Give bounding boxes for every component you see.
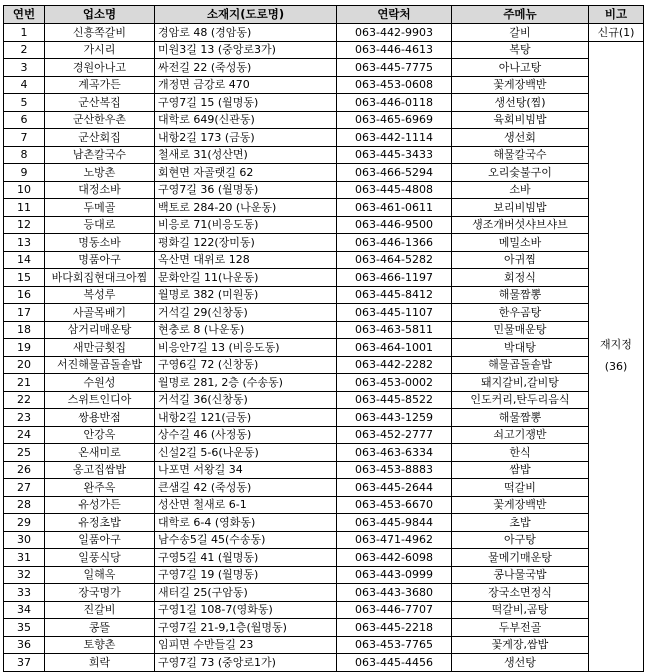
address: 내항2길 173 (금동)	[155, 129, 337, 147]
main-menu: 메밀소바	[452, 234, 589, 252]
table-row	[4, 216, 644, 234]
address: 비응안7길 13 (비응도동)	[155, 339, 337, 357]
row-number: 36	[4, 636, 45, 654]
main-menu: 물메기매운탕	[452, 549, 589, 567]
address: 구영6길 72 (신창동)	[155, 356, 337, 374]
business-name: 토향촌	[45, 636, 155, 654]
address: 회현면 자골랫길 62	[155, 164, 337, 182]
main-menu: 한식	[452, 444, 589, 462]
restaurant-table	[3, 5, 644, 672]
table-row	[4, 514, 644, 532]
address: 구영7길 36 (월명동)	[155, 181, 337, 199]
phone: 063-465-6969	[337, 111, 452, 129]
main-menu: 한우곰탕	[452, 304, 589, 322]
phone: 063-445-1107	[337, 304, 452, 322]
main-menu: 꽃게장백반	[452, 496, 589, 514]
row-number: 19	[4, 339, 45, 357]
main-menu: 장국소면정식	[452, 584, 589, 602]
row-number: 5	[4, 94, 45, 112]
address: 내항2길 121(금동)	[155, 409, 337, 427]
table-row	[4, 461, 644, 479]
phone: 063-464-1001	[337, 339, 452, 357]
address: 구영7길 73 (중앙로1가)	[155, 654, 337, 672]
main-menu: 해물짬뽕	[452, 286, 589, 304]
row-number: 1	[4, 24, 45, 42]
business-name: 장국명가	[45, 584, 155, 602]
table-row	[4, 619, 644, 637]
row-number: 33	[4, 584, 45, 602]
phone: 063-445-4456	[337, 654, 452, 672]
main-menu: 생조개버섯샤브샤브	[452, 216, 589, 234]
business-name: 계곡가든	[45, 76, 155, 94]
business-name: 군산회집	[45, 129, 155, 147]
address: 평화길 122(장미동)	[155, 234, 337, 252]
address: 대학로 6-4 (영화동)	[155, 514, 337, 532]
address: 구영5길 41 (월명동)	[155, 549, 337, 567]
phone: 063-453-6670	[337, 496, 452, 514]
business-name: 유성가든	[45, 496, 155, 514]
business-name: 일풍식당	[45, 549, 155, 567]
row-number: 3	[4, 59, 45, 77]
table-row	[4, 409, 644, 427]
table-row	[4, 444, 644, 462]
business-name: 진갈비	[45, 601, 155, 619]
address: 구영1길 108-7(영화동)	[155, 601, 337, 619]
header-phone: 연락처	[337, 6, 452, 24]
row-number: 7	[4, 129, 45, 147]
phone: 063-453-7765	[337, 636, 452, 654]
main-menu: 꽃게장,쌈밥	[452, 636, 589, 654]
main-menu: 생선탕	[452, 654, 589, 672]
address: 구영7길 21-9,1층(월명동)	[155, 619, 337, 637]
address: 임피면 수반들길 23	[155, 636, 337, 654]
header-address: 소재지(도로명)	[155, 6, 337, 24]
header-remarks: 비고	[589, 6, 644, 24]
address: 백토로 284-20 (나운동)	[155, 199, 337, 217]
table-row	[4, 496, 644, 514]
row-number: 13	[4, 234, 45, 252]
main-menu: 복탕	[452, 41, 589, 59]
address: 문화안길 11(나운동)	[155, 269, 337, 287]
row-number: 16	[4, 286, 45, 304]
business-name: 완주옥	[45, 479, 155, 497]
business-name: 온새미로	[45, 444, 155, 462]
row-number: 18	[4, 321, 45, 339]
address: 월명로 281, 2층 (수송동)	[155, 374, 337, 392]
table-row	[4, 129, 644, 147]
phone: 063-453-0608	[337, 76, 452, 94]
phone: 063-466-5294	[337, 164, 452, 182]
address: 개정면 금강로 470	[155, 76, 337, 94]
business-name: 대정소바	[45, 181, 155, 199]
business-name: 삼거리매운탕	[45, 321, 155, 339]
row-number: 24	[4, 426, 45, 444]
row-number: 23	[4, 409, 45, 427]
row-number: 20	[4, 356, 45, 374]
row-number: 9	[4, 164, 45, 182]
business-name: 등대로	[45, 216, 155, 234]
address: 나포면 서왕길 34	[155, 461, 337, 479]
remark-redesignated	[589, 41, 644, 671]
remark-redesignated-count: (36)	[604, 360, 628, 373]
main-menu: 꽃게장백반	[452, 76, 589, 94]
table-row	[4, 199, 644, 217]
row-number: 31	[4, 549, 45, 567]
restaurant-table-container	[3, 5, 644, 672]
table-header-row	[4, 6, 644, 24]
row-number: 27	[4, 479, 45, 497]
main-menu: 생선탕(찜)	[452, 94, 589, 112]
row-number: 12	[4, 216, 45, 234]
table-row	[4, 374, 644, 392]
phone: 063-463-6334	[337, 444, 452, 462]
business-name: 남촌칼국수	[45, 146, 155, 164]
main-menu: 해물짬뽕	[452, 409, 589, 427]
main-menu: 민물매운탕	[452, 321, 589, 339]
table-row	[4, 339, 644, 357]
phone: 063-466-1197	[337, 269, 452, 287]
phone: 063-442-1114	[337, 129, 452, 147]
business-name: 사골목배기	[45, 304, 155, 322]
main-menu: 두부전골	[452, 619, 589, 637]
table-row	[4, 24, 644, 42]
table-body	[4, 24, 644, 672]
phone: 063-442-6098	[337, 549, 452, 567]
address: 현충로 8 (나운동)	[155, 321, 337, 339]
phone: 063-442-9903	[337, 24, 452, 42]
main-menu: 돼지갈비,갈비탕	[452, 374, 589, 392]
remark-new: 신규(1)	[589, 24, 644, 42]
phone: 063-445-2644	[337, 479, 452, 497]
table-row	[4, 251, 644, 269]
business-name: 가시리	[45, 41, 155, 59]
business-name: 쌍용반점	[45, 409, 155, 427]
main-menu: 아구탕	[452, 531, 589, 549]
main-menu: 초밥	[452, 514, 589, 532]
row-number: 26	[4, 461, 45, 479]
business-name: 서진해물곱돌솥밥	[45, 356, 155, 374]
row-number: 10	[4, 181, 45, 199]
row-number: 21	[4, 374, 45, 392]
phone: 063-443-0999	[337, 566, 452, 584]
business-name: 안강옥	[45, 426, 155, 444]
table-row	[4, 531, 644, 549]
table-row	[4, 391, 644, 409]
main-menu: 박대탕	[452, 339, 589, 357]
row-number: 30	[4, 531, 45, 549]
phone: 063-461-0611	[337, 199, 452, 217]
main-menu: 오리숯불구이	[452, 164, 589, 182]
phone: 063-446-7707	[337, 601, 452, 619]
main-menu: 쇠고기쟁반	[452, 426, 589, 444]
address: 철새로 31(성산면)	[155, 146, 337, 164]
table-row	[4, 269, 644, 287]
business-name: 일품아구	[45, 531, 155, 549]
row-number: 15	[4, 269, 45, 287]
business-name: 콩뜰	[45, 619, 155, 637]
phone: 063-464-5282	[337, 251, 452, 269]
phone: 063-446-1366	[337, 234, 452, 252]
row-number: 14	[4, 251, 45, 269]
main-menu: 보리비빔밥	[452, 199, 589, 217]
table-row	[4, 356, 644, 374]
address: 미원3길 13 (중앙로3가)	[155, 41, 337, 59]
main-menu: 생선회	[452, 129, 589, 147]
phone: 063-443-3680	[337, 584, 452, 602]
business-name: 노방촌	[45, 164, 155, 182]
address: 구영7길 15 (월명동)	[155, 94, 337, 112]
business-name: 명동소바	[45, 234, 155, 252]
table-row	[4, 59, 644, 77]
phone: 063-445-2218	[337, 619, 452, 637]
address: 대학로 649(신관동)	[155, 111, 337, 129]
row-number: 8	[4, 146, 45, 164]
table-row	[4, 94, 644, 112]
main-menu: 떡갈비	[452, 479, 589, 497]
table-row	[4, 426, 644, 444]
row-number: 11	[4, 199, 45, 217]
remark-redesignated-label: 재지정	[600, 338, 632, 351]
phone: 063-446-0118	[337, 94, 452, 112]
row-number: 32	[4, 566, 45, 584]
table-row	[4, 76, 644, 94]
main-menu: 쌈밥	[452, 461, 589, 479]
phone: 063-445-7775	[337, 59, 452, 77]
address: 새터길 25(구암동)	[155, 584, 337, 602]
row-number: 25	[4, 444, 45, 462]
main-menu: 인도커리,탄두리음식	[452, 391, 589, 409]
business-name: 군산복집	[45, 94, 155, 112]
phone: 063-445-4808	[337, 181, 452, 199]
header-number: 연번	[4, 6, 45, 24]
main-menu: 해물곱돌솥밥	[452, 356, 589, 374]
address: 거석길 29(신창동)	[155, 304, 337, 322]
table-row	[4, 181, 644, 199]
table-row	[4, 636, 644, 654]
address: 상수길 46 (사정동)	[155, 426, 337, 444]
row-number: 22	[4, 391, 45, 409]
address: 옥산면 대위로 128	[155, 251, 337, 269]
address: 거석길 36(신창동)	[155, 391, 337, 409]
business-name: 희락	[45, 654, 155, 672]
phone: 063-445-9844	[337, 514, 452, 532]
phone: 063-446-4613	[337, 41, 452, 59]
business-name: 신흥쪽갈비	[45, 24, 155, 42]
phone: 063-453-8883	[337, 461, 452, 479]
business-name: 명품아구	[45, 251, 155, 269]
phone: 063-453-0002	[337, 374, 452, 392]
business-name: 두메골	[45, 199, 155, 217]
business-name: 스위트인디아	[45, 391, 155, 409]
row-number: 28	[4, 496, 45, 514]
phone: 063-446-9500	[337, 216, 452, 234]
business-name: 수원성	[45, 374, 155, 392]
phone: 063-445-3433	[337, 146, 452, 164]
business-name: 일해옥	[45, 566, 155, 584]
main-menu: 해물칼국수	[452, 146, 589, 164]
table-row	[4, 164, 644, 182]
main-menu: 떡갈비,곰탕	[452, 601, 589, 619]
phone: 063-443-1259	[337, 409, 452, 427]
table-row	[4, 146, 644, 164]
address: 남수송5길 45(수송동)	[155, 531, 337, 549]
table-row	[4, 584, 644, 602]
address: 싸전길 22 (죽성동)	[155, 59, 337, 77]
address: 월명로 382 (미원동)	[155, 286, 337, 304]
row-number: 17	[4, 304, 45, 322]
row-number: 37	[4, 654, 45, 672]
table-row	[4, 601, 644, 619]
phone: 063-471-4962	[337, 531, 452, 549]
address: 비응로 71(비응도동)	[155, 216, 337, 234]
main-menu: 아나고탕	[452, 59, 589, 77]
main-menu: 갈비	[452, 24, 589, 42]
address: 신설2길 5-6(나운동)	[155, 444, 337, 462]
table-row	[4, 304, 644, 322]
business-name: 바다회집현대크아찜	[45, 269, 155, 287]
header-business-name: 업소명	[45, 6, 155, 24]
table-row	[4, 321, 644, 339]
table-row	[4, 479, 644, 497]
row-number: 4	[4, 76, 45, 94]
business-name: 유정초밥	[45, 514, 155, 532]
phone: 063-463-5811	[337, 321, 452, 339]
table-row	[4, 111, 644, 129]
business-name: 군산한우촌	[45, 111, 155, 129]
phone: 063-445-8522	[337, 391, 452, 409]
row-number: 29	[4, 514, 45, 532]
main-menu: 아귀찜	[452, 251, 589, 269]
address: 경암로 48 (경암동)	[155, 24, 337, 42]
table-row	[4, 654, 644, 672]
phone: 063-442-2282	[337, 356, 452, 374]
row-number: 35	[4, 619, 45, 637]
business-name: 경원아나고	[45, 59, 155, 77]
table-row	[4, 234, 644, 252]
main-menu: 콩나물국밥	[452, 566, 589, 584]
phone: 063-452-2777	[337, 426, 452, 444]
address: 구영7길 19 (월명동)	[155, 566, 337, 584]
row-number: 6	[4, 111, 45, 129]
table-row	[4, 41, 644, 59]
header-main-menu: 주메뉴	[452, 6, 589, 24]
main-menu: 육회비빔밥	[452, 111, 589, 129]
business-name: 복성루	[45, 286, 155, 304]
table-row	[4, 549, 644, 567]
address: 성산면 철새로 6-1	[155, 496, 337, 514]
business-name: 새만금횟집	[45, 339, 155, 357]
table-row	[4, 286, 644, 304]
main-menu: 회정식	[452, 269, 589, 287]
row-number: 2	[4, 41, 45, 59]
business-name: 옹고집쌈밥	[45, 461, 155, 479]
address: 큰샘길 42 (죽성동)	[155, 479, 337, 497]
phone: 063-445-8412	[337, 286, 452, 304]
row-number: 34	[4, 601, 45, 619]
main-menu: 소바	[452, 181, 589, 199]
table-row	[4, 566, 644, 584]
